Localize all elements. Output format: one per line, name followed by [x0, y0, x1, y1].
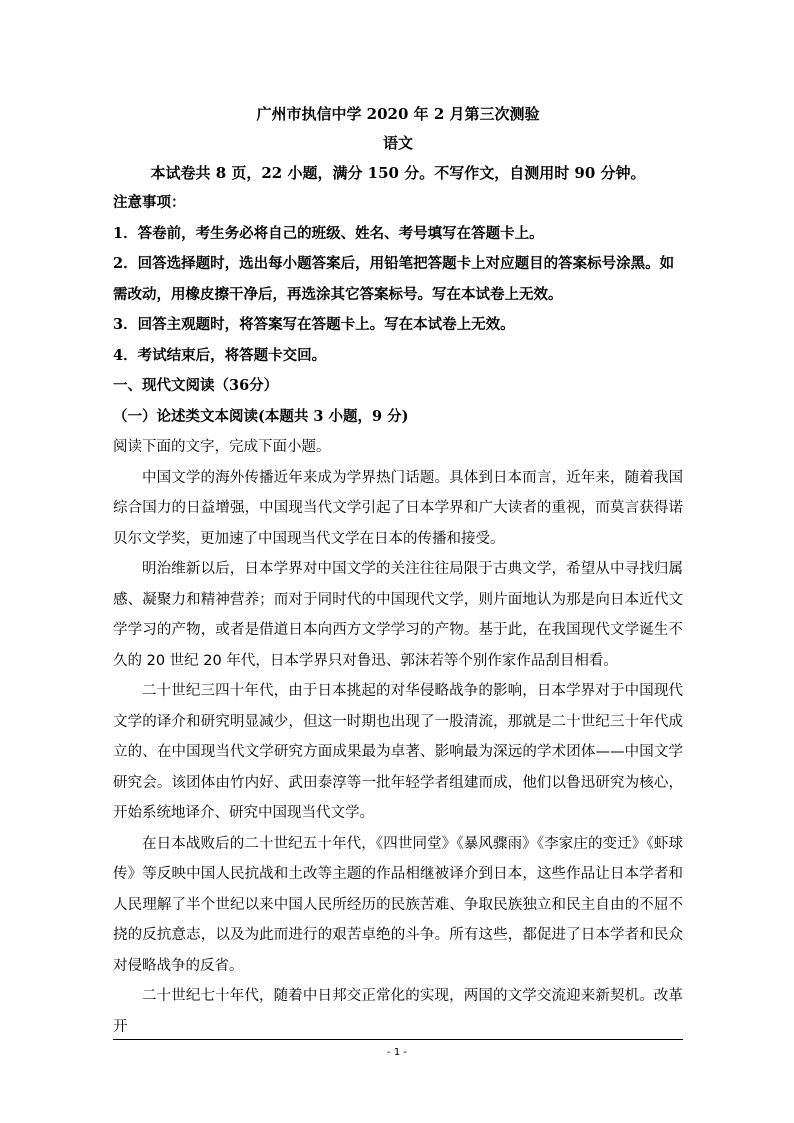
passage-paragraph-3: 二十世纪三四十年代，由于日本挑起的对华侵略战争的影响，日本学界对于中国现代文学的译介和研究明显减少，但这一时期也出现了一股清流，那就是二十世纪三十年代成立的、在中国现当代文学研究方面成果最为卓著、影响最为深远的学术团体——中国文学研究会。该团体由竹内好、武田泰淳等一批年轻学者组建而成，他们以鲁迅研究为核心，开始系统地译介、研究中国现当代文学。	[113, 683, 683, 821]
exam-title: 广州市执信中学 2020 年 2 月第三次测验	[256, 105, 540, 123]
exam-subject: 语文	[382, 134, 413, 152]
passage-paragraph-2: 明治维新以后，日本学界对中国文学的关注往往局限于古典文学，希望从中寻找归属感、凝聚力和精神营养；而对于同时代的中国现代文学，则片面地认为那是向日本近代文学学习的产物，或者是借道日本向西方文学学习的产物。基于此，在我国现代文学诞生不久的 20 世纪 20 年代，日本学界只对鲁迅、郭沫若等个别作家作品刮目相看。	[113, 561, 683, 669]
note-item-4: 4．考试结束后，将答题卡交回。	[113, 346, 327, 364]
note-item-3: 3．回答主观题时，将答案写在答题卡上。写在本试卷上无效。	[113, 316, 515, 333]
passage-paragraph-4: 在日本战败后的二十世纪五十年代，《四世同堂》《暴风骤雨》《李家庄的变迁》《虾球传》等反映中国人民抗战和土改等主题的作品相继被译介到日本，这些作品让日本学者和人民理解了半个世纪以来中国人民所经历的民族苦难、争取民族独立和民主自由的不屈不挠的反抗意志，以及为此而进行的艰苦卓绝的斗争。所有这些，都促进了日本学者和民众对侵略战争的反省。	[113, 835, 683, 974]
reading-instruction: 阅读下面的文字，完成下面小题。	[113, 439, 331, 455]
exam-intro: 本试卷共 8 页，22 小题，满分 150 分。不写作文，自测用时 90 分钟。	[150, 164, 646, 182]
footer-divider	[113, 1039, 683, 1040]
page-number: - 1 -	[387, 1047, 407, 1058]
notes-heading: 注意事项：	[113, 194, 186, 211]
passage-paragraph-1: 中国文学的海外传播近年来成为学界热门话题。具体到日本而言，近年来，随着我国综合国力的日益增强，中国现当代文学引起了日本学界和广大读者的重视，而莫言获得诺贝尔文学奖，更加速了中国现当代文学在日本的传播和接受。	[113, 469, 683, 547]
note-item-1: 1．答卷前，考生务必将自己的班级、姓名、考号填写在答题卡上。	[113, 224, 544, 242]
section-heading: 一、现代文阅读（36分）	[113, 377, 279, 394]
page-content	[113, 100, 683, 1042]
section-subheading: （一）论述类文本阅读(本题共 3 小题，9 分)	[113, 407, 409, 425]
passage-paragraph-5: 二十世纪七十年代，随着中日邦交正常化的实现，两国的文学交流迎来新契机。改革开	[113, 988, 683, 1035]
note-item-2: 2．回答选择题时，选出每小题答案后，用铅笔把答题卡上对应题目的答案标号涂黑。如需改动，用橡皮擦干净后，再选涂其它答案标号。写在本试卷上无效。	[113, 255, 675, 303]
